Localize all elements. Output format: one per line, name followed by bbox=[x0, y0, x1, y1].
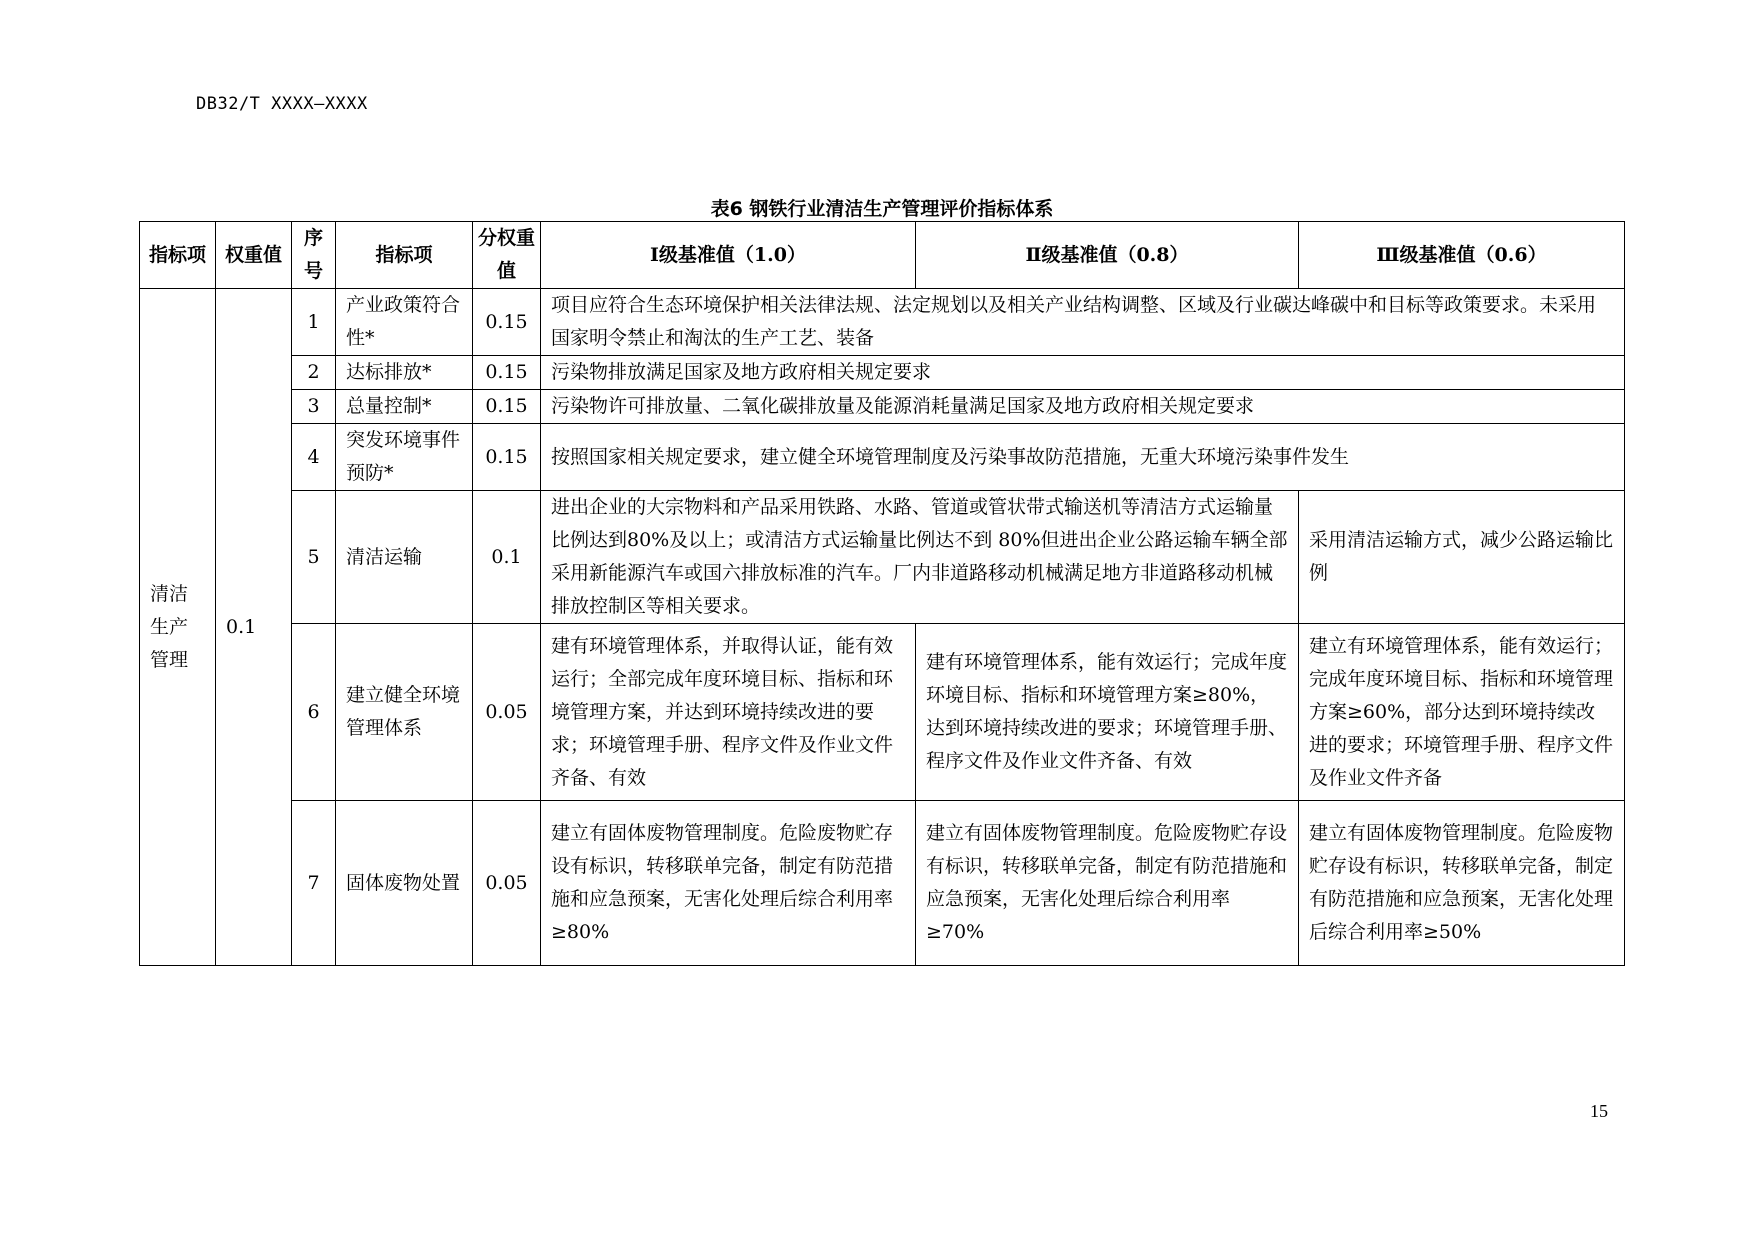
table-row bbox=[140, 390, 1625, 424]
table-row bbox=[140, 289, 1625, 356]
item-cell: 突发环境事件预防* bbox=[336, 424, 473, 491]
item-cell: 产业政策符合性* bbox=[336, 289, 473, 356]
seq-cell: 3 bbox=[292, 390, 336, 424]
sub-weight-cell: 0.1 bbox=[473, 491, 541, 624]
table-row bbox=[140, 356, 1625, 390]
page-number: 15 bbox=[1590, 1101, 1608, 1121]
table-row bbox=[140, 801, 1625, 966]
header-weight: 权重值 bbox=[216, 222, 292, 289]
seq-cell: 4 bbox=[292, 424, 336, 491]
seq-cell: 6 bbox=[292, 624, 336, 801]
sub-weight-cell: 0.15 bbox=[473, 390, 541, 424]
benchmark-level3-cell: 建立有环境管理体系，能有效运行；完成年度环境目标、指标和环境管理方案≥60%，部分达到环境持续改进的要求；环境管理手册、程序文件及作业文件齐备 bbox=[1299, 624, 1625, 801]
header-level3: Ⅲ级基准值（0.6） bbox=[1299, 222, 1625, 289]
header-indicator-item: 指标项 bbox=[336, 222, 473, 289]
table-row bbox=[140, 491, 1625, 624]
header-indicator-category: 指标项 bbox=[140, 222, 216, 289]
table-row bbox=[140, 424, 1625, 491]
sub-weight-cell: 0.15 bbox=[473, 356, 541, 390]
seq-cell: 5 bbox=[292, 491, 336, 624]
evaluation-table bbox=[139, 221, 1625, 966]
category-weight-cell: 0.1 bbox=[216, 289, 292, 966]
benchmark-level12-cell: 进出企业的大宗物料和产品采用铁路、水路、管道或管状带式输送机等清洁方式运输量比例达到80%及以上；或清洁方式运输量比例达不到 80%但进出企业公路运输车辆全部采用新能源汽车或国六排放标准的汽车。厂内非道路移动机械满足地方非道路移动机械排放控制区等相关要求。 bbox=[541, 491, 1299, 624]
benchmark-merged-cell: 污染物许可排放量、二氧化碳排放量及能源消耗量满足国家及地方政府相关规定要求 bbox=[541, 390, 1625, 424]
sub-weight-cell: 0.05 bbox=[473, 801, 541, 966]
header-sub-weight: 分权重值 bbox=[473, 222, 541, 289]
benchmark-merged-cell: 按照国家相关规定要求，建立健全环境管理制度及污染事故防范措施，无重大环境污染事件发生 bbox=[541, 424, 1625, 491]
benchmark-level2-cell: 建立有固体废物管理制度。危险废物贮存设有标识，转移联单完备，制定有防范措施和应急预案，无害化处理后综合利用率≥70% bbox=[916, 801, 1299, 966]
item-cell: 达标排放* bbox=[336, 356, 473, 390]
item-cell: 总量控制* bbox=[336, 390, 473, 424]
sub-weight-cell: 0.15 bbox=[473, 289, 541, 356]
item-cell: 清洁运输 bbox=[336, 491, 473, 624]
document-code-header: DB32/T XXXX—XXXX bbox=[196, 94, 368, 114]
category-name-cell: 清洁生产管理 bbox=[140, 289, 216, 966]
seq-cell: 2 bbox=[292, 356, 336, 390]
header-level2: Ⅱ级基准值（0.8） bbox=[916, 222, 1299, 289]
benchmark-level3-cell: 建立有固体废物管理制度。危险废物贮存设有标识，转移联单完备，制定有防范措施和应急预案，无害化处理后综合利用率≥50% bbox=[1299, 801, 1625, 966]
benchmark-level2-cell: 建有环境管理体系，能有效运行；完成年度环境目标、指标和环境管理方案≥80%，达到环境持续改进的要求；环境管理手册、程序文件及作业文件齐备、有效 bbox=[916, 624, 1299, 801]
seq-cell: 7 bbox=[292, 801, 336, 966]
benchmark-level3-cell: 采用清洁运输方式，减少公路运输比例 bbox=[1299, 491, 1625, 624]
seq-cell: 1 bbox=[292, 289, 336, 356]
benchmark-level1-cell: 建有环境管理体系，并取得认证，能有效运行；全部完成年度环境目标、指标和环境管理方案，并达到环境持续改进的要求；环境管理手册、程序文件及作业文件齐备、有效 bbox=[541, 624, 916, 801]
item-cell: 建立健全环境管理体系 bbox=[336, 624, 473, 801]
table-caption: 表6 钢铁行业清洁生产管理评价指标体系 bbox=[710, 198, 1054, 220]
header-seq: 序号 bbox=[292, 222, 336, 289]
benchmark-merged-cell: 项目应符合生态环境保护相关法律法规、法定规划以及相关产业结构调整、区域及行业碳达峰碳中和目标等政策要求。未采用国家明令禁止和淘汰的生产工艺、装备 bbox=[541, 289, 1625, 356]
item-cell: 固体废物处置 bbox=[336, 801, 473, 966]
benchmark-merged-cell: 污染物排放满足国家及地方政府相关规定要求 bbox=[541, 356, 1625, 390]
table-header-row bbox=[140, 222, 1625, 289]
header-level1: Ⅰ级基准值（1.0） bbox=[541, 222, 916, 289]
table-row bbox=[140, 624, 1625, 801]
sub-weight-cell: 0.15 bbox=[473, 424, 541, 491]
benchmark-level1-cell: 建立有固体废物管理制度。危险废物贮存设有标识，转移联单完备，制定有防范措施和应急预案，无害化处理后综合利用率≥80% bbox=[541, 801, 916, 966]
sub-weight-cell: 0.05 bbox=[473, 624, 541, 801]
